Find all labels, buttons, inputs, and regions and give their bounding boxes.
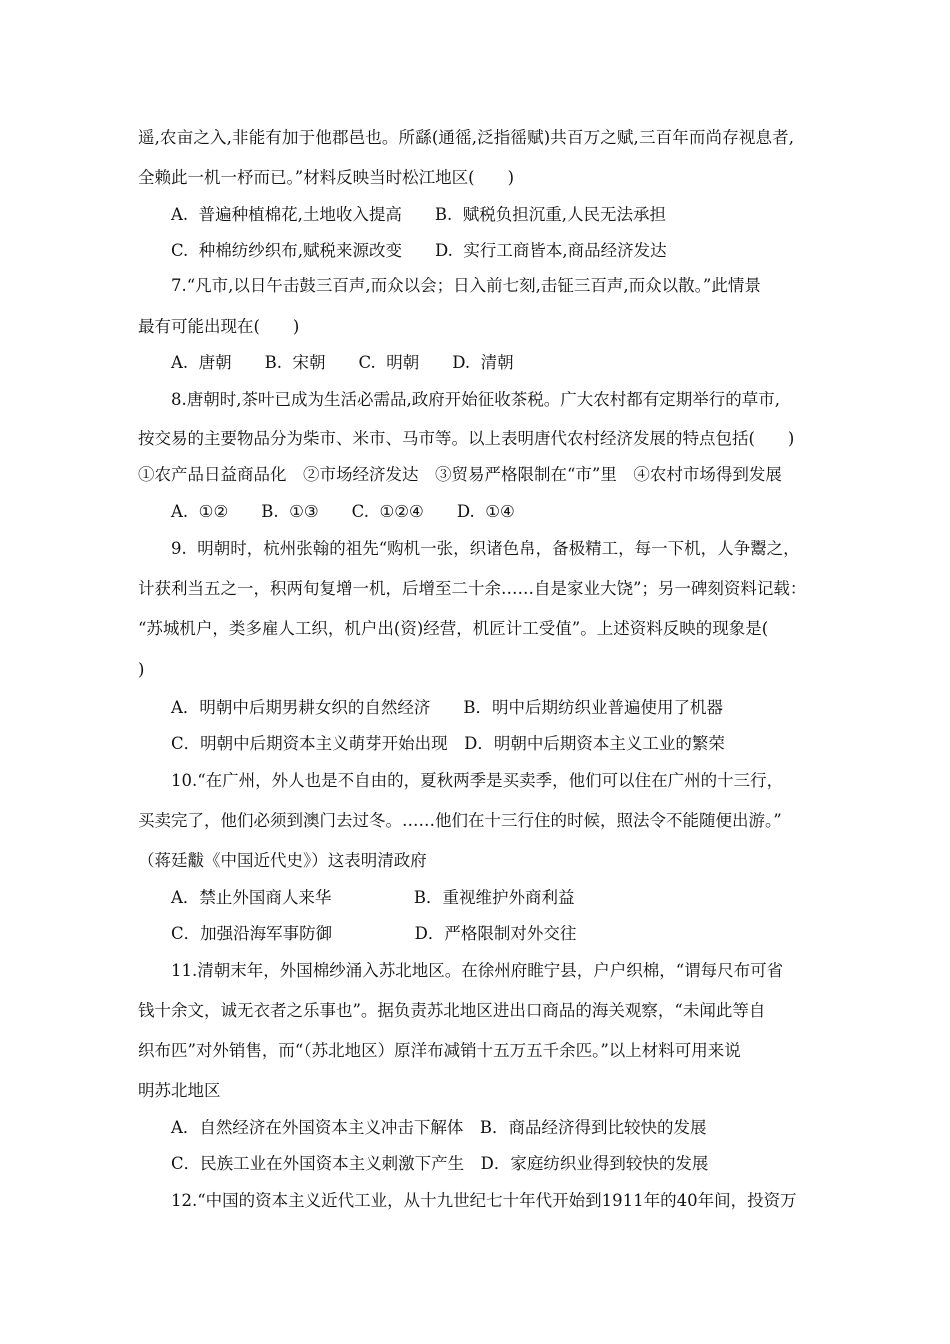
text-line: 买卖完了，他们必须到澳门去过冬。……他们在十三行住的时候，照法令不能随便出游。” bbox=[138, 811, 782, 830]
text-line: ①农产品日益商品化 ②市场经济发达 ③贸易严格限制在“市”里 ④农村市场得到发展 bbox=[138, 465, 782, 484]
text-line: 遥,农亩之入,非能有加于他郡邑也。所繇(通徭,泛指徭赋)共百万之赋,三百年而尚存视息者, bbox=[138, 128, 795, 147]
text-line: 织布匹”对外销售，而“（苏北地区）原洋布减销十五万五千余匹。”以上材料可用来说 bbox=[138, 1041, 741, 1060]
text-line: 最有可能出现在( ) bbox=[138, 317, 300, 336]
text-line: A．明朝中后期男耕女织的自然经济 B．明中后期纺织业普遍使用了机器 bbox=[171, 698, 724, 717]
text-line: A. 唐朝 B. 宋朝 C. 明朝 D. 清朝 bbox=[171, 353, 514, 372]
text-line: A．自然经济在外国资本主义冲击下解体 B．商品经济得到比较快的发展 bbox=[171, 1118, 707, 1137]
text-line: “苏城机户，类多雇人工织，机户出(资)经营，机匠计工受值”。上述资料反映的现象是( bbox=[138, 619, 769, 638]
text-line: 8.唐朝时,茶叶已成为生活必需品,政府开始征收茶税。广大农村都有定期举行的草市, bbox=[171, 390, 780, 409]
text-line: 钱十余文，诚无衣者之乐事也”。据负责苏北地区进出口商品的海关观察，“未闻此等自 bbox=[138, 1001, 766, 1020]
text-line: 计获利当五之一，积两旬复增一机，后增至二十余……自是家业大饶”；另一碑刻资料记载： bbox=[138, 579, 807, 598]
text-line: 明苏北地区 bbox=[138, 1081, 221, 1100]
text-line: C．加强沿海军事防御 D．严格限制对外交往 bbox=[171, 924, 577, 943]
text-line: 按交易的主要物品分为柴市、米市、马市等。以上表明唐代农村经济发展的特点包括( ) bbox=[138, 429, 795, 448]
text-line: 12.“中国的资本主义近代工业，从十九世纪七十年代开始到1911年的40年间，投资万 bbox=[171, 1191, 797, 1210]
text-line: 7.“凡市,以日午击鼓三百声,而众以会；日入前七刻,击钲三百声,而众以散。”此情景 bbox=[171, 276, 761, 295]
text-line: 10.“在广州，外人也是不自由的，夏秋两季是买卖季，他们可以住在广州的十三行， bbox=[171, 771, 784, 790]
text-line: 11.清朝末年，外国棉纱涌入苏北地区。在徐州府睢宁县，户户织棉，“谓每尺布可省 bbox=[171, 961, 784, 980]
text-line: A. ①② B. ①③ C. ①②④ D. ①④ bbox=[171, 502, 515, 521]
text-line: 全赖此一机一杼而已。”材料反映当时松江地区( ) bbox=[138, 168, 515, 187]
text-line: C. 种棉纺纱织布,赋税来源改变 D. 实行工商皆本,商品经济发达 bbox=[171, 241, 667, 260]
text-line: A．禁止外国商人来华 B．重视维护外商利益 bbox=[171, 888, 575, 907]
text-line: （蒋廷黻《中国近代史》）这表明清政府 bbox=[138, 851, 427, 870]
text-line: 9. 明朝时，杭州张翰的祖先“购机一张，织诸色帛，备极精工，每一下机，人争鬻之， bbox=[171, 539, 800, 558]
text-line: A. 普遍种植棉花,土地收入提高 B. 赋税负担沉重,人民无法承担 bbox=[171, 205, 666, 224]
text-line: C．明朝中后期资本主义萌芽开始出现 D．明朝中后期资本主义工业的繁荣 bbox=[171, 734, 725, 753]
text-line: C．民族工业在外国资本主义刺激下产生 D．家庭纺织业得到较快的发展 bbox=[171, 1154, 709, 1173]
text-line: ) bbox=[138, 660, 145, 679]
